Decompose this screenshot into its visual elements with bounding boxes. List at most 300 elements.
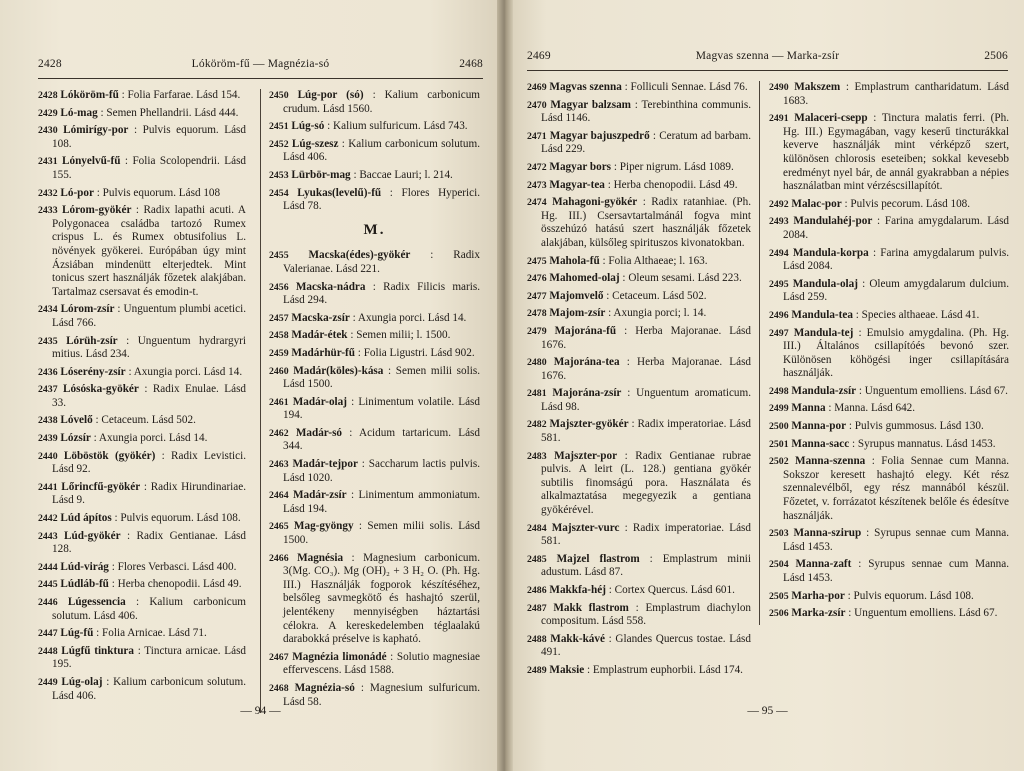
entry-headword: Lórom-gyökér <box>62 204 132 217</box>
dictionary-entry <box>769 247 1009 274</box>
dictionary-entry <box>527 179 751 193</box>
entry-definition: : Pulvis equorum. Lásd 108 <box>96 186 221 199</box>
entry-headword: Magyar bajuszpedrő <box>549 129 650 142</box>
entry-headword: Mahomed-olaj <box>549 272 620 285</box>
dictionary-entry <box>269 120 480 134</box>
entry-definition: : Herba Majoranae. Lásd 1676. <box>541 356 752 382</box>
entry-headword: Lósóska-gyökér <box>63 383 139 396</box>
entry-headword: Lúd ápítos <box>60 512 112 525</box>
dictionary-entry <box>38 124 246 151</box>
entry-definition: : Flores Verbasci. Lásd 400. <box>111 560 237 573</box>
entry-number: 2469 <box>527 82 547 93</box>
entry-definition: : Radix Gentianae rubrae pulvis. A leirt (L. 128.) gentiana gyökér subtilis finomságú pora. Használata és alkalmaztatása megegyezik a gentiana gyökérével. <box>541 449 752 517</box>
entry-headword: Lúg-szesz <box>291 137 339 150</box>
entry-definition: : Kalium carbonicum solutum. Lásd 406. <box>52 596 246 622</box>
dictionary-entry <box>269 552 480 647</box>
entry-headword: Mandula-tea <box>791 308 853 321</box>
dictionary-entry <box>769 455 1009 523</box>
entry-number: 2475 <box>527 255 547 267</box>
entry-definition: : Pulvis equorum. Lásd 108. <box>847 589 974 602</box>
entry-headword: Madár-tejpor <box>292 458 358 471</box>
dictionary-entry <box>527 325 751 352</box>
entry-headword: Manna <box>791 402 826 415</box>
dictionary-entry <box>769 558 1009 585</box>
entry-number: 2441 <box>38 481 58 493</box>
dictionary-entry <box>527 272 751 286</box>
entry-number: 2455 <box>269 250 289 262</box>
left-header-first-number: 2428 <box>38 58 62 70</box>
right-page <box>505 0 1024 771</box>
entry-headword: Magnézia limonádé <box>292 650 387 663</box>
entry-headword: Lürbör-mag <box>291 168 351 181</box>
dictionary-entry <box>527 633 751 660</box>
dictionary-entry <box>38 335 246 362</box>
right-column-a <box>527 81 751 682</box>
entry-definition: : Radix Filicis maris. Lásd 294. <box>283 280 480 307</box>
entry-headword: Lúg-só <box>291 120 325 133</box>
entry-number: 2466 <box>269 552 289 564</box>
dictionary-entry <box>38 432 246 446</box>
entry-number: 2493 <box>769 216 789 228</box>
entry-definition: : Herba chenopodii. Lásd 49. <box>607 178 738 191</box>
entry-headword: Lúd-virág <box>60 560 109 573</box>
dictionary-entry <box>527 553 751 580</box>
right-header-first-number: 2469 <box>527 50 551 62</box>
entry-definition: : Semen milii; l. 1500. <box>350 329 451 342</box>
entry-number: 2492 <box>769 198 789 210</box>
entry-number: 2499 <box>769 403 789 415</box>
dictionary-entry <box>269 651 480 678</box>
right-page-header <box>527 50 1008 71</box>
entry-headword: Makszem <box>794 81 841 93</box>
entry-definition: : Saccharum lactis pulvis. Lásd 1020. <box>283 458 480 484</box>
entry-definition: : Axungia porci; l. 14. <box>608 307 707 320</box>
entry-headword: Lórüh-zsír <box>66 334 118 347</box>
entry-definition: : Radix Hirundinariae. Lásd 9. <box>52 480 247 507</box>
entry-headword: Macska(édes)-gyökér <box>308 249 411 262</box>
entry-headword: Madár(köles)-kása <box>293 364 384 377</box>
entry-definition: : Syrupus sennae cum Manna. Lásd 1453. <box>783 527 1010 553</box>
entry-headword: Lúg-por (só) <box>297 89 364 101</box>
entry-headword: Manna-szenna <box>795 455 866 468</box>
entry-headword: Mandula-korpa <box>792 246 869 259</box>
entry-headword: Maksie <box>549 663 585 676</box>
entry-definition: : Folliculi Sennae. Lásd 76. <box>624 81 748 93</box>
entry-number: 2467 <box>269 651 289 663</box>
dictionary-entry <box>38 89 246 103</box>
left-column-b-top <box>269 89 480 214</box>
dictionary-entry <box>527 290 751 304</box>
entry-number: 2477 <box>527 290 547 302</box>
right-page-columns <box>527 81 1008 721</box>
entry-headword: Manna-zaft <box>795 558 852 571</box>
dictionary-entry <box>269 520 480 547</box>
entry-number: 2504 <box>769 559 789 571</box>
entry-definition: : Magnesium sulfuricum. Lásd 58. <box>283 681 481 708</box>
entry-headword: Lómirígy-por <box>63 124 129 137</box>
entry-definition: : Magnesium carbonicum. 3(Mg. CO₃). Mg (OH)₂ + 3 H₂ O. (Ph. Hg. III.) Használják fogporok készítéséhez, belsőleg savmegkötő és hashajtó szerül, jelentékeny mennyiségben háztartási célokra. A kereskedelemben téglaalakú darabokká préselve is kapható. <box>283 551 480 646</box>
entry-headword: Magyar bors <box>549 160 612 173</box>
left-column-b <box>260 89 480 713</box>
entry-headword: Magvas szenna <box>549 81 622 93</box>
dictionary-entry <box>269 187 480 214</box>
entry-number: 2484 <box>527 522 547 534</box>
right-header-title: Magvas szenna — Marka-zsír <box>695 50 840 62</box>
dictionary-entry <box>769 112 1009 194</box>
entry-headword: Magyar balzsam <box>550 98 631 111</box>
entry-number: 2481 <box>527 388 547 400</box>
dictionary-entry <box>38 383 246 410</box>
entry-definition: : Folia Sennae cum Manna. Sokszor keresett hashajtó elegy. Két rész szennalevélből, egy rész mannából készül. Főzetet, v. forrázatot készítenek belőle és édesítve használják. <box>783 455 1009 522</box>
entry-definition: : Oleum sesami. Lásd 223. <box>622 272 742 285</box>
entry-definition: : Linimentum volatile. Lásd 194. <box>283 395 480 422</box>
dictionary-entry <box>38 512 246 526</box>
entry-number: 2461 <box>269 396 289 408</box>
entry-number: 2495 <box>769 278 789 290</box>
dictionary-entry <box>38 561 246 575</box>
entry-headword: Mandulahéj-por <box>793 215 873 228</box>
entry-number: 2480 <box>527 357 547 369</box>
entry-number: 2486 <box>527 585 547 596</box>
entry-number: 2431 <box>38 156 58 168</box>
right-column-b <box>759 81 1009 625</box>
dictionary-entry <box>769 278 1009 305</box>
entry-headword: Majszter-gyökér <box>549 418 629 431</box>
entry-number: 2449 <box>38 676 58 688</box>
dictionary-entry <box>769 327 1009 381</box>
entry-number: 2485 <box>527 553 547 565</box>
entry-number: 2489 <box>527 664 547 676</box>
entry-number: 2479 <box>527 325 547 337</box>
entry-headword: Majzel flastrom <box>556 552 640 565</box>
entry-number: 2434 <box>38 304 58 316</box>
entry-headword: Makkfa-héj <box>549 584 606 596</box>
entry-definition: : Radix Levistici. Lásd 92. <box>52 449 247 476</box>
dictionary-entry <box>38 578 246 592</box>
dictionary-entry <box>38 450 246 477</box>
entry-definition: : Pulvis gummosus. Lásd 130. <box>848 420 984 433</box>
entry-definition: : Semen milii solis. Lásd 1500. <box>283 520 480 547</box>
entry-number: 2482 <box>527 419 547 431</box>
entry-headword: Mag-gyöngy <box>293 520 354 533</box>
entry-headword: Mandula-olaj <box>792 277 858 290</box>
entry-definition: : Cortex Quercus. Lásd 601. <box>608 584 735 596</box>
entry-headword: Mandula-zsír <box>791 384 857 397</box>
entry-headword: Lúgfű tinktura <box>61 644 134 657</box>
entry-definition: : Manna. Lásd 642. <box>828 402 916 415</box>
entry-headword: Lúdláb-fű <box>60 578 109 591</box>
dictionary-entry <box>527 196 751 250</box>
entry-headword: Macska-zsír <box>291 311 350 324</box>
entry-definition: : Farina amygdalarum. Lásd 2084. <box>783 215 1010 241</box>
entry-definition: : Axungia porci. Lásd 14. <box>352 311 467 324</box>
entry-headword: Majszter-vurc <box>551 521 620 534</box>
entry-number: 2503 <box>769 528 789 540</box>
left-header-title: Lóköröm-fű — Magnézia-só <box>191 58 330 70</box>
dictionary-entry <box>769 438 1009 452</box>
entry-number: 2452 <box>269 138 289 150</box>
right-header-last-number: 2506 <box>984 50 1008 62</box>
entry-number: 2496 <box>769 309 789 321</box>
entry-number: 2468 <box>269 682 289 694</box>
entry-number: 2457 <box>269 312 289 324</box>
entry-number: 2462 <box>269 427 289 439</box>
dictionary-entry <box>527 307 751 321</box>
entry-definition: : Pulvis equorum. Lásd 108. <box>52 124 246 150</box>
entry-definition: : Syrupus sennae cum Manna. Lásd 1453. <box>783 558 1010 584</box>
entry-headword: Lúg-olaj <box>61 675 103 688</box>
entry-definition: : Cetaceum. Lásd 502. <box>95 414 196 427</box>
dictionary-entry <box>527 161 751 175</box>
entry-number: 2478 <box>527 308 547 320</box>
entry-definition: : Pulvis pecorum. Lásd 108. <box>844 197 971 210</box>
entry-definition: : Folia Ligustri. Lásd 902. <box>357 346 475 359</box>
entry-number: 2500 <box>769 421 789 433</box>
entry-definition: : Unguentum aromaticum. Lásd 98. <box>541 387 752 413</box>
dictionary-entry <box>769 198 1009 212</box>
entry-definition: : Solutio magnesiae effervescens. Lásd 1588. <box>283 650 481 677</box>
dictionary-entry <box>269 489 480 516</box>
dictionary-entry <box>38 187 246 201</box>
left-page <box>0 0 505 771</box>
entry-definition: : Unguentum plumbi acetici. Lásd 766. <box>52 303 246 329</box>
entry-number: 2433 <box>38 205 58 217</box>
entry-number: 2487 <box>527 602 547 614</box>
entry-number: 2483 <box>527 450 547 462</box>
entry-number: 2474 <box>527 197 547 209</box>
dictionary-entry <box>527 387 751 414</box>
dictionary-entry <box>269 89 480 116</box>
entry-headword: Lúg-fű <box>60 627 94 640</box>
entry-headword: Makk-kávé <box>550 632 605 645</box>
entry-number: 2490 <box>769 82 789 93</box>
dictionary-entry <box>769 590 1009 604</box>
dictionary-entry <box>269 365 480 392</box>
entry-headword: Mahagoni-gyökér <box>552 196 638 209</box>
entry-number: 2454 <box>269 187 289 199</box>
entry-headword: Manna-por <box>791 420 847 433</box>
entry-headword: Madár-zsír <box>292 489 347 502</box>
entry-definition: : Emplastrum euphorbii. Lásd 174. <box>587 663 743 676</box>
entry-number: 2473 <box>527 179 547 191</box>
dictionary-entry <box>38 204 246 299</box>
entry-headword: Löböstök (gyökér) <box>63 449 156 462</box>
entry-definition: : Radix Enulae. Lásd 33. <box>52 383 247 409</box>
left-page-columns <box>38 89 483 729</box>
dictionary-entry <box>269 396 480 423</box>
dictionary-entry <box>269 458 480 485</box>
entry-number: 2497 <box>769 327 789 339</box>
dictionary-entry <box>527 356 751 383</box>
dictionary-entry <box>38 530 246 557</box>
left-column-a <box>38 89 246 707</box>
entry-definition: : Emplastrum diachylon compositum. Lásd 558. <box>541 601 752 628</box>
dictionary-entry <box>38 596 246 623</box>
dictionary-entry <box>269 347 480 361</box>
dictionary-entry <box>527 664 751 678</box>
dictionary-entry <box>269 138 480 165</box>
entry-headword: Manna-sacc <box>791 437 850 450</box>
entry-number: 2440 <box>38 450 58 462</box>
entry-definition: : Folia Althaeae; l. 163. <box>602 254 708 267</box>
entry-definition: : Axungia porci. Lásd 14. <box>128 365 243 378</box>
entry-headword: Malac-por <box>791 197 842 210</box>
dictionary-entry <box>269 281 480 308</box>
entry-number: 2429 <box>38 107 58 119</box>
entry-number: 2435 <box>38 335 58 347</box>
entry-definition: : Emulsio amygdalina. (Ph. Hg. III.) Általános csillapítóés bevonó szer. Különösen köhögési inger csillapítására használják. <box>783 326 1010 380</box>
entry-definition: : Syrupus mannatus. Lásd 1453. <box>851 437 996 450</box>
entry-number: 2491 <box>769 113 789 125</box>
entry-headword: Majorána-zsír <box>552 387 622 400</box>
entry-definition: : Radix Gentianae. Lásd 128. <box>52 529 246 556</box>
entry-number: 2494 <box>769 247 789 259</box>
entry-definition: : Emplastrum cantharidatum. Lásd 1683. <box>783 81 1010 107</box>
left-header-last-number: 2468 <box>459 58 483 70</box>
entry-headword: Marka-zsír <box>791 607 846 620</box>
dictionary-entry <box>527 255 751 269</box>
entry-number: 2456 <box>269 281 289 293</box>
entry-definition: : Axungia porci. Lásd 14. <box>93 432 208 445</box>
dictionary-entry <box>769 215 1009 242</box>
entry-headword: Malaceri-csepp <box>794 112 868 125</box>
entry-headword: Mandula-tej <box>793 326 854 339</box>
dictionary-entry <box>38 627 246 641</box>
entry-definition: : Pulvis equorum. Lásd 108. <box>114 512 241 525</box>
entry-headword: Lúgessencia <box>67 596 126 608</box>
entry-headword: Lózsír <box>60 432 91 445</box>
entry-headword: Madár-étek <box>291 329 348 342</box>
entry-headword: Magnézia-só <box>294 681 355 694</box>
entry-number: 2446 <box>38 597 58 608</box>
entry-headword: Lónyelvű-fű <box>62 155 121 168</box>
entry-number: 2459 <box>269 347 289 359</box>
entry-number: 2488 <box>527 633 547 645</box>
entry-headword: Ló-mag <box>60 106 98 119</box>
entry-definition: : Kalium carbonicum solutum. Lásd 406. <box>52 675 247 702</box>
book-gutter <box>497 0 513 771</box>
dictionary-entry <box>269 427 480 454</box>
entry-number: 2501 <box>769 438 789 450</box>
entry-headword: Mahola-fű <box>549 254 600 267</box>
entry-definition: : Tinctura malatis ferri. (Ph. Hg. III.) Egymagában, vagy keserű tincturákkal keverve használják mint vérképző szert, különösen chlorosis eseteiben; sokkal kevesebb eredményt nyel bár, de annál gyakrabban a népies használatban mint vérzéscsillapítót. <box>783 112 1010 193</box>
dictionary-entry <box>527 99 751 126</box>
entry-number: 2430 <box>38 125 58 137</box>
entry-number: 2505 <box>769 590 789 602</box>
entry-definition: : Farina amygdalarum pulvis. Lásd 2084. <box>783 246 1010 273</box>
entry-definition: : Tinctura arnicae. Lásd 195. <box>52 644 247 671</box>
dictionary-entry <box>769 607 1009 621</box>
entry-headword: Makk flastrom <box>553 601 629 614</box>
entry-definition: : Ceratum ad barbam. Lásd 229. <box>541 129 751 156</box>
dictionary-entry <box>38 107 246 121</box>
dictionary-entry <box>38 366 246 380</box>
right-page-number: — 95 — <box>747 705 788 717</box>
entry-number: 2445 <box>38 579 58 591</box>
dictionary-entry <box>769 402 1009 416</box>
entry-number: 2506 <box>769 608 789 620</box>
dictionary-entry <box>527 450 751 518</box>
entry-number: 2447 <box>38 628 58 640</box>
entry-definition: : Unguentum hydrargyri mitius. Lásd 234. <box>52 334 247 361</box>
entry-definition: : Folia Arnicae. Lásd 71. <box>96 627 207 640</box>
entry-number: 2439 <box>38 433 58 445</box>
entry-headword: Lyukas(levelű)-fű <box>297 186 382 199</box>
entry-number: 2444 <box>38 561 58 573</box>
entry-headword: Magyar-tea <box>549 178 605 191</box>
dictionary-entry <box>38 481 246 508</box>
dictionary-entry <box>269 169 480 183</box>
entry-definition: : Emplastrum minii adustum. Lásd 87. <box>541 552 752 579</box>
entry-headword: Lóvelő <box>60 414 93 427</box>
entry-headword: Madár-olaj <box>292 395 347 408</box>
dictionary-entry <box>527 522 751 549</box>
entry-headword: Ló-por <box>60 186 94 199</box>
entry-definition: : Unguentum emolliens. Lásd 67. <box>848 607 998 620</box>
entry-headword: Lórom-zsír <box>60 303 115 316</box>
entry-headword: Marha-por <box>791 589 845 602</box>
dictionary-entry <box>269 249 480 276</box>
entry-definition: : Herba Majoranae. Lásd 1676. <box>541 324 752 351</box>
dictionary-entry <box>38 645 246 672</box>
entry-number: 2443 <box>38 530 58 542</box>
left-page-header <box>38 58 483 79</box>
dictionary-entry <box>527 81 751 95</box>
entry-definition: : Unguentum emolliens. Lásd 67. <box>858 384 1008 397</box>
dictionary-entry <box>527 418 751 445</box>
dictionary-entry <box>527 602 751 629</box>
entry-headword: Majom-zsír <box>549 307 606 320</box>
entry-definition: : Glandes Quercus tostae. Lásd 491. <box>541 632 752 659</box>
entry-headword: Lőrincfű-gyökér <box>61 480 141 493</box>
entry-definition: : Semen milii solis. Lásd 1500. <box>283 364 480 391</box>
entry-definition: : Baccae Lauri; l. 214. <box>353 168 453 181</box>
entry-headword: Lúd-gyökér <box>64 529 121 542</box>
dictionary-entry <box>769 527 1009 554</box>
entry-definition: : Piper nigrum. Lásd 1089. <box>613 160 734 173</box>
entry-definition: : Herba chenopodii. Lásd 49. <box>111 578 242 591</box>
entry-number: 2458 <box>269 330 289 342</box>
dictionary-entry <box>269 329 480 343</box>
entry-definition: : Terebinthina communis. Lásd 1146. <box>541 98 752 125</box>
entry-headword: Majszter-por <box>554 449 618 462</box>
dictionary-entry <box>769 309 1009 323</box>
dictionary-entry <box>527 584 751 598</box>
entry-number: 2450 <box>269 90 289 101</box>
entry-definition: : Kalium carbonicum crudum. Lásd 1560. <box>283 89 481 115</box>
entry-number: 2453 <box>269 169 289 181</box>
entry-number: 2470 <box>527 99 547 111</box>
entry-headword: Majomvelő <box>549 289 604 302</box>
entry-number: 2428 <box>38 90 58 101</box>
entry-number: 2502 <box>769 456 789 468</box>
entry-number: 2442 <box>38 513 58 525</box>
entry-definition: : Acidum tartaricum. Lásd 344. <box>283 426 481 453</box>
entry-number: 2451 <box>269 121 289 133</box>
entry-definition: : Radix lapathi acuti. A Polygonacea családba tartozó Rumex crispus L. és Rumex obtusifolius L. növények gyökerei. Európában úgy mint Ázsiában mindenütt elterjedtek. Mint tonicus szert használják főzetek alakjában. Tartalmaz csersavat és emodin-t. <box>52 204 246 298</box>
entry-definition: : Linimentum ammoniatum. Lásd 194. <box>283 489 481 515</box>
entry-definition: : Kalium sulfuricum. Lásd 743. <box>327 120 468 133</box>
entry-headword: Macska-nádra <box>295 280 366 293</box>
entry-number: 2448 <box>38 645 58 657</box>
entry-headword: Manna-szirup <box>793 527 862 540</box>
section-letter-m: M. <box>363 221 386 238</box>
entry-definition: : Kalium carbonicum solutum. Lásd 406. <box>283 137 481 164</box>
entry-definition: : Semen Phellandrii. Lásd 444. <box>100 106 239 119</box>
entry-definition: : Flores Hyperici. Lásd 78. <box>283 186 481 213</box>
entry-definition: : Radix Valerianae. Lásd 221. <box>283 249 480 275</box>
entry-number: 2471 <box>527 130 547 142</box>
